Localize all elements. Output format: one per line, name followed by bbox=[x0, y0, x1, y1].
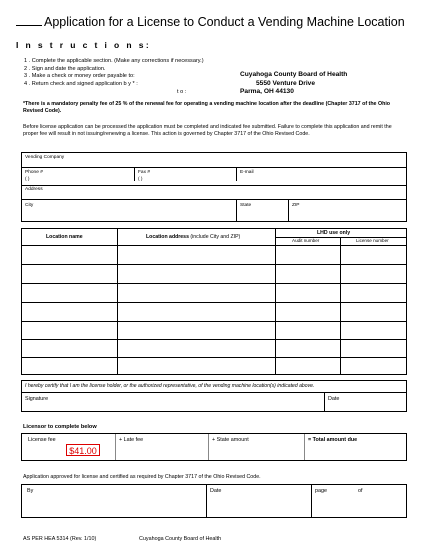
signature-label: Signature bbox=[25, 396, 49, 402]
page-label: page bbox=[315, 488, 327, 494]
title-text: Application for a License to Conduct a Vending Machine Location bbox=[44, 15, 405, 29]
column-audit-number: Audit number bbox=[292, 238, 320, 243]
zip-label: ZIP bbox=[292, 203, 300, 208]
divider bbox=[115, 434, 116, 460]
form-number: AS PER HEA 5314 (Rev. 1/10) bbox=[23, 536, 97, 542]
column-location-name: Location name bbox=[46, 234, 83, 240]
instruction-to-label: t o : bbox=[177, 89, 187, 95]
license-note: Before license application can be processed the application must be completed and indicated fee submitted. Failure to complete this application and remit the proper fee will result in not issuing/renewing a license. This action is governed by Chapter 3717 of the Ohio Revised Code. bbox=[23, 124, 392, 137]
email-label: E-mail bbox=[240, 170, 254, 175]
late-fee-label: + Late fee bbox=[119, 437, 144, 443]
fax-label: Fax # bbox=[138, 170, 150, 175]
page-title bbox=[16, 14, 416, 29]
table-row-divider bbox=[22, 283, 406, 284]
total-due-label: = Total amount due bbox=[308, 437, 358, 443]
table-row-divider bbox=[22, 339, 406, 340]
instruction-step-2: 2 . Sign and date the application. bbox=[24, 66, 106, 72]
table-row-divider bbox=[22, 321, 406, 322]
page-of-label: of bbox=[358, 488, 363, 494]
divider bbox=[340, 237, 341, 374]
title-blank-line[interactable] bbox=[16, 14, 42, 26]
column-location-address bbox=[146, 234, 240, 240]
divider bbox=[236, 167, 237, 181]
divider bbox=[311, 485, 312, 517]
divider bbox=[324, 392, 325, 411]
instruction-step-1: 1 . Complete the applicable section. (Make any corrections if necessary.) bbox=[24, 58, 204, 64]
payee-name: Cuyahoga County Board of Health bbox=[240, 71, 348, 78]
divider bbox=[22, 199, 406, 200]
divider bbox=[22, 167, 406, 168]
approval-statement: Application approved for license and certified as required by Chapter 3717 of the Ohio Revised Code. bbox=[23, 474, 261, 480]
licensor-heading: Licensor to complete below bbox=[23, 424, 97, 430]
fax-field[interactable]: ( ) bbox=[138, 177, 143, 182]
footer-agency: Cuyahoga County Board of Health bbox=[139, 536, 222, 542]
license-fee-label: License fee bbox=[28, 437, 56, 443]
address-label: Address bbox=[25, 187, 43, 192]
certification-statement: I hereby certify that I am the license holder, or the authorized representative, of the vending machine location(s) indicated above. bbox=[25, 383, 315, 389]
lhd-use-header: LHD use only bbox=[317, 230, 351, 236]
instruction-step-3: 3 . Make a check or money order payable to: bbox=[24, 73, 135, 79]
table-row-divider bbox=[22, 264, 406, 265]
state-label: State bbox=[240, 203, 252, 208]
divider bbox=[22, 185, 406, 186]
table-row-divider bbox=[22, 302, 406, 303]
vending-company-label: Vending Company bbox=[25, 155, 65, 160]
locations-table bbox=[21, 228, 407, 375]
divider bbox=[22, 392, 406, 393]
phone-label: Phone # bbox=[25, 170, 43, 175]
instruction-step-4: 4 . Return check and signed application b y * : bbox=[24, 81, 138, 87]
column-location-address-note: (include City and ZIP) bbox=[190, 234, 241, 240]
divider bbox=[236, 199, 237, 221]
divider bbox=[208, 434, 209, 460]
city-label: City bbox=[25, 203, 34, 208]
divider bbox=[134, 167, 135, 181]
column-license-number: License number bbox=[356, 238, 389, 243]
company-form bbox=[21, 152, 407, 222]
certify-date-label: Date bbox=[328, 396, 340, 402]
approved-by-label: By bbox=[27, 488, 34, 494]
phone-field[interactable]: ( ) bbox=[25, 177, 30, 182]
license-fee-value[interactable]: $41.00 bbox=[66, 444, 100, 456]
approval-box bbox=[21, 484, 407, 518]
payee-address-line1: 5550 Venture Drive bbox=[256, 80, 316, 87]
divider bbox=[206, 485, 207, 517]
column-location-address-label: Location address bbox=[146, 234, 189, 240]
state-amount-label: + State amount bbox=[212, 437, 249, 443]
payee-address-line2: Parma, OH 44130 bbox=[240, 88, 294, 95]
divider bbox=[22, 245, 406, 246]
certification-box bbox=[21, 380, 407, 412]
instructions-heading: I n s t r u c t i o n s: bbox=[16, 40, 152, 50]
divider bbox=[304, 434, 305, 460]
divider bbox=[288, 199, 289, 221]
penalty-note: *There is a mandatory penalty fee of 25 % of the renewal fee for operating a vending machine location after the deadline (Chapter 3717 of the Ohio Revised Code). bbox=[23, 101, 391, 114]
approval-date-label: Date bbox=[210, 488, 222, 494]
table-row-divider bbox=[22, 357, 406, 358]
